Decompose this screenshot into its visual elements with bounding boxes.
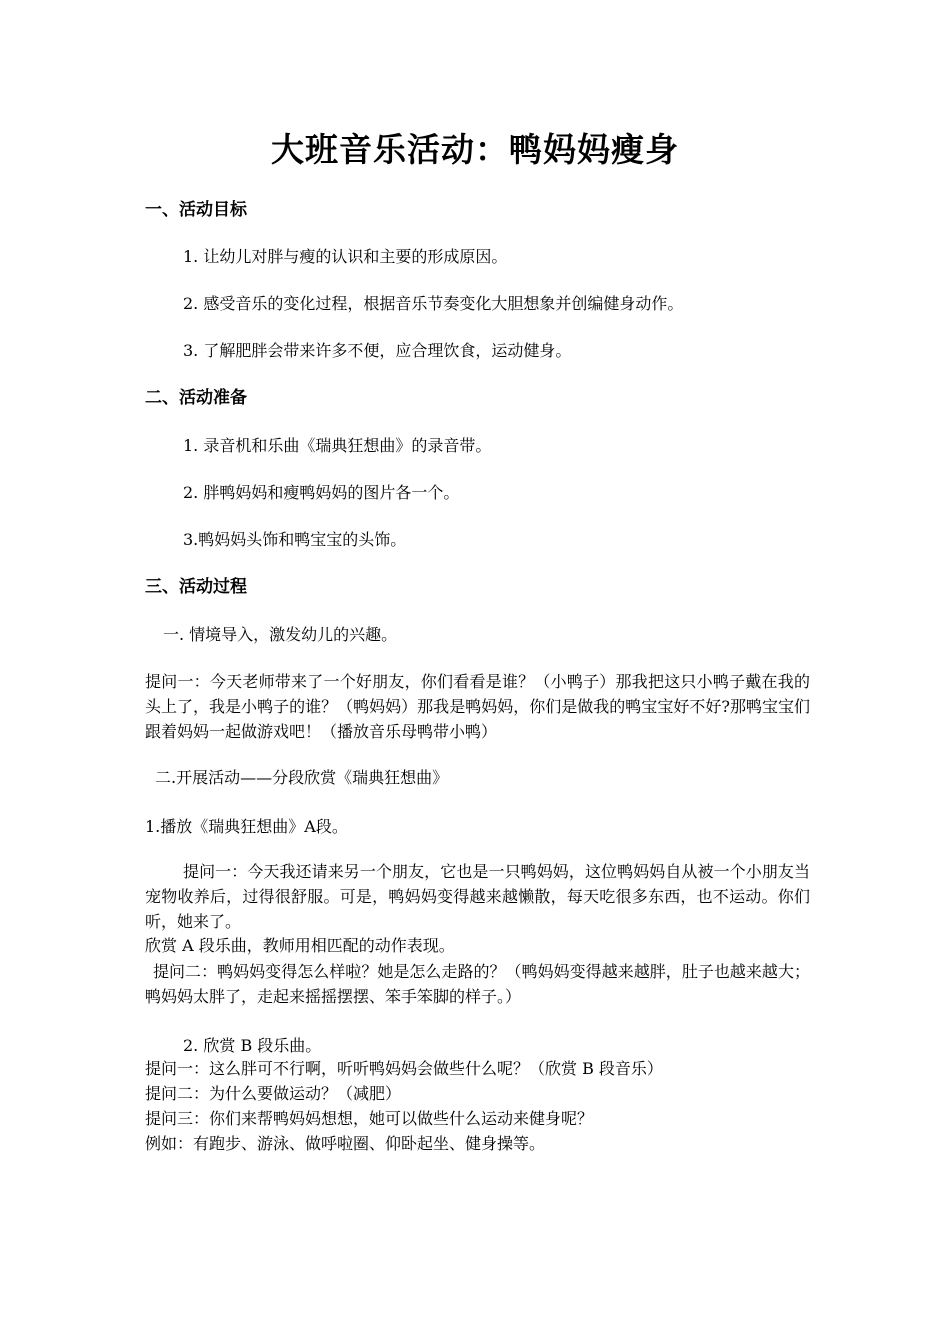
prep-item-3: 3.鸭妈妈头饰和鸭宝宝的头饰。: [183, 530, 407, 549]
step2-a-question-1: 提问一：今天我还请来另一个朋友，它也是一只鸭妈妈，这位鸭妈妈自从被一个小朋友当宠物收养后，过得很舒服。可是，鸭妈妈变得越来越懒散，每天吃很多东西，也不运动。你们听，她来了。: [145, 862, 810, 931]
step2-b-question-1: 提问一：这么胖可不行啊，听听鸭妈妈会做些什么呢？（欣赏 B 段音乐）: [145, 1059, 663, 1078]
goal-item-1: 1. 让幼儿对胖与瘦的认识和主要的形成原因。: [183, 247, 508, 266]
step2-part-b: 2. 欣赏 B 段乐曲。: [183, 1036, 322, 1055]
step1-question: 提问一：今天老师带来了一个好朋友，你们看看是谁？（小鸭子）那我把这只小鸭子戴在我的头上了，我是小鸭子的谁？（鸭妈妈）那我是鸭妈妈，你们是做我的鸭宝宝好不好?那鸭宝宝们跟着妈妈一起做游戏吧！（播放音乐母鸭带小鸭）: [145, 672, 810, 741]
step2-a-listen: 欣赏 A 段乐曲，教师用相匹配的动作表现。: [145, 936, 455, 955]
step2-part-a: 1.播放《瑞典狂想曲》A段。: [145, 817, 348, 836]
document-title: 大班音乐活动：鸭妈妈瘦身: [271, 130, 679, 169]
section-heading-preparation: 二、活动准备: [145, 388, 247, 408]
goal-item-2: 2. 感受音乐的变化过程，根据音乐节奏变化大胆想象并创编健身动作。: [183, 294, 684, 313]
process-step-1: 一. 情境导入，激发幼儿的兴趣。: [163, 625, 398, 644]
section-heading-goals: 一、活动目标: [145, 200, 247, 220]
step2-a-question-2: 提问二：鸭妈妈变得怎么样啦？她是怎么走路的？（鸭妈妈变得越来越胖，肚子也越来越大；鸭妈妈太胖了，走起来摇摇摆摆、笨手笨脚的样子。）: [145, 962, 810, 1006]
prep-item-2: 2. 胖鸭妈妈和瘦鸭妈妈的图片各一个。: [183, 483, 460, 502]
step2-b-question-2: 提问二：为什么要做运动？（减肥）: [145, 1084, 402, 1103]
goal-item-3: 3. 了解肥胖会带来许多不便，应合理饮食，运动健身。: [183, 341, 572, 360]
step2-b-question-3: 提问三：你们来帮鸭妈妈想想，她可以做些什么运动来健身呢？: [145, 1109, 594, 1128]
step2-b-example: 例如：有跑步、游泳、做呼啦圈、仰卧起坐、健身操等。: [145, 1134, 546, 1153]
prep-item-1: 1. 录音机和乐曲《瑞典狂想曲》的录音带。: [183, 436, 492, 455]
process-step-2: 二.开展活动——分段欣赏《瑞典狂想曲》: [155, 768, 449, 787]
section-heading-process: 三、活动过程: [145, 577, 247, 597]
